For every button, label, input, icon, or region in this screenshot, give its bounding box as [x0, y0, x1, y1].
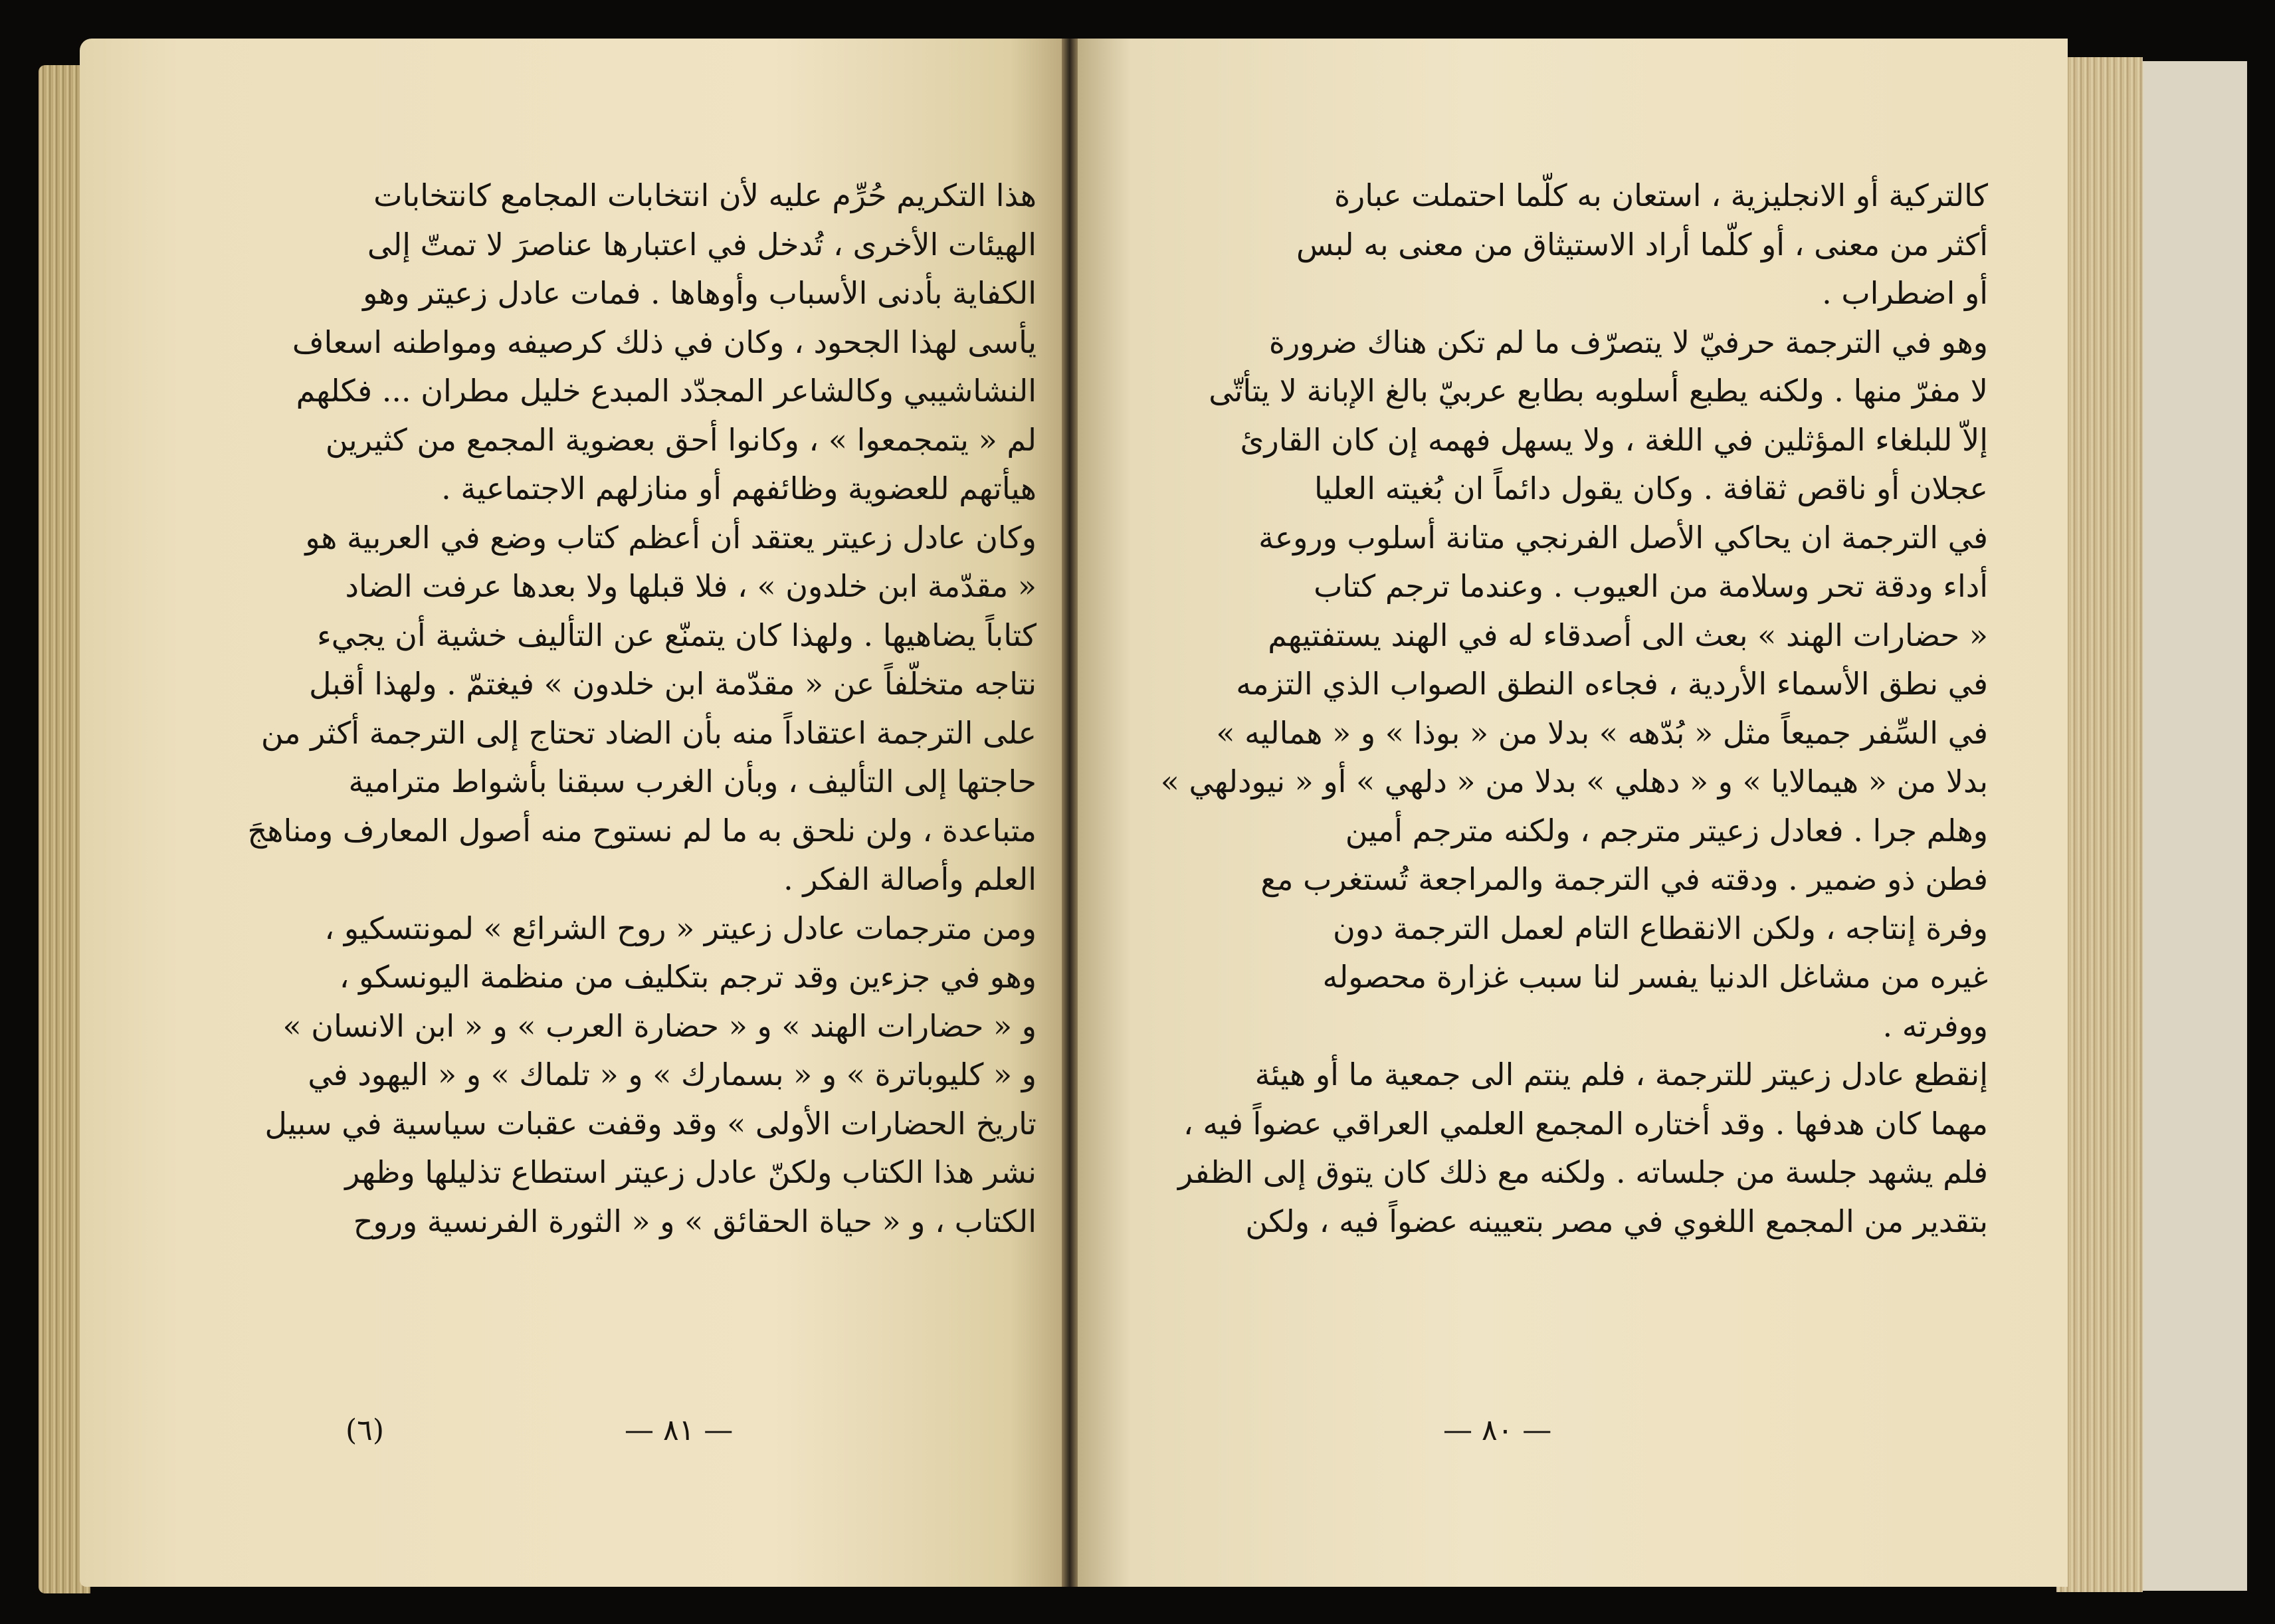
right-page — [1071, 39, 2068, 1587]
text-line: العلم وأصالة الفكر . — [783, 861, 1037, 897]
text-line: مهما كان هدفها . وقد أختاره المجمع العلمي العراقي عضواً فيه ، — [1183, 1105, 1988, 1142]
text-line: تاريخ الحضارات الأولى » وقد وقفت عقبات سياسية في سبيل — [264, 1105, 1037, 1142]
text-line: و « حضارات الهند » و « حضارة العرب » و « ابن الانسان » — [282, 1007, 1037, 1044]
text-line: نتاجه متخلّفاً عن « مقدّمة ابن خلدون » فيغتمّ . ولهذا أقبل — [309, 666, 1037, 702]
book-gutter — [1062, 39, 1078, 1587]
text-line: الكتاب ، و « حياة الحقائق » و « الثورة الفرنسية وروح — [353, 1203, 1037, 1239]
text-line: يأسى لهذا الجحود ، وكان في ذلك كرصيفه ومواطنه اسعاف — [292, 324, 1037, 360]
text-line: لا مفرّ منها . ولكنه يطبع أسلوبه بطابع عربيّ بالغ الإبانة لا يتأتّى — [1209, 373, 1988, 409]
text-line: وفرة إنتاجه ، ولكن الانقطاع التام لعمل الترجمة دون — [1332, 910, 1988, 946]
text-line: كتاباً يضاهيها . ولهذا كان يتمنّع عن التأليف خشية أن يجيء — [317, 617, 1037, 653]
text-line: في الترجمة ان يحاكي الأصل الفرنجي متانة أسلوب وروعة — [1258, 519, 1988, 556]
left-page — [80, 39, 1070, 1587]
text-line: النشاشيبي وكالشاعر المجدّد المبدع خليل مطران ... فكلهم — [296, 373, 1037, 409]
text-line: نشر هذا الكتاب ولكنّ عادل زعيتر استطاع تذليلها وظهر — [345, 1154, 1037, 1190]
text-line: ومن مترجمات عادل زعيتر « روح الشرائع » لمونتسكيو ، — [324, 910, 1037, 946]
text-line: « مقدّمة ابن خلدون » ، فلا قبلها ولا بعدها عرفت الضاد — [345, 568, 1037, 604]
right-page-text — [1160, 171, 1988, 1246]
text-line: بدلا من « هيمالايا » و « دهلي » بدلا من « دلهي » أو « نيودلهي » — [1160, 763, 1988, 799]
text-line: عجلان أو ناقص ثقافة . وكان يقول دائماً ان بُغيته العليا — [1314, 470, 1988, 506]
text-line: على الترجمة اعتقاداً منه بأن الضاد تحتاج إلى الترجمة أكثر من — [260, 714, 1037, 751]
text-line: لم « يتمجمعوا » ، وكانوا أحق بعضوية المجمع من كثيرين — [325, 421, 1037, 458]
text-line: إلاّ للبلغاء المؤثلين في اللغة ، ولا يسهل فهمه إن كان القارئ — [1240, 421, 1988, 458]
text-line: إنقطع عادل زعيتر للترجمة ، فلم ينتم الى جمعية ما أو هيئة — [1254, 1057, 1988, 1092]
text-line: وكان عادل زعيتر يعتقد أن أعظم كتاب وضع في العربية هو — [305, 519, 1037, 556]
page-number: — ٨١ — — [625, 1413, 734, 1447]
left-page-text — [247, 171, 1037, 1246]
text-line: وهلم جرا . فعادل زعيتر مترجم ، ولكنه مترجم أمين — [1345, 812, 1988, 849]
page-number: — ٨٠ — — [1443, 1413, 1552, 1447]
text-line: هذا التكريم حُرِّم عليه لأن انتخابات المجامع كانتخابات — [373, 177, 1037, 213]
text-line: غيره من مشاغل الدنيا يفسر لنا سبب غزارة محصوله — [1322, 959, 1988, 995]
text-line: فطن ذو ضمير . ودقته في الترجمة والمراجعة تُستغرب مع — [1260, 861, 1988, 897]
text-line: أو اضطراب . — [1822, 275, 1988, 311]
text-line: فلم يشهد جلسة من جلساته . ولكنه مع ذلك كان يتوق إلى الظفر — [1177, 1154, 1988, 1190]
text-line: و « كليوباترة » و « بسمارك » و « تلماك » و « اليهود في — [308, 1057, 1037, 1092]
text-line: بتقدير من المجمع اللغوي في مصر بتعيينه عضواً فيه ، ولكن — [1245, 1203, 1988, 1239]
text-line: « حضارات الهند » بعث الى أصدقاء له في الهند يستفتيهم — [1268, 617, 1988, 653]
text-line: أكثر من معنى ، أو كلّما أراد الاستيثاق من معنى به لبس — [1296, 226, 1988, 262]
text-line: ووفرته . — [1882, 1007, 1988, 1044]
page-edges-right — [2056, 57, 2143, 1592]
text-line: في السِّفر جميعاً مثل « بُدّهه » بدلا من « بوذا » و « هماليه » — [1216, 714, 1988, 751]
text-line: هيأتهم للعضوية وظائفهم أو منازلهم الاجتماعية . — [441, 470, 1037, 506]
text-line: في نطق الأسماء الأردية ، فجاءه النطق الصواب الذي التزمه — [1236, 666, 1988, 702]
text-line: كالتركية أو الانجليزية ، استعان به كلّما احتملت عبارة — [1334, 177, 1988, 213]
loose-leaf — [2126, 61, 2247, 1591]
text-line: الكفاية بأدنى الأسباب وأوهاها . فمات عادل زعيتر وهو — [363, 275, 1037, 311]
text-line: حاجتها إلى التأليف ، وبأن الغرب سبقنا بأشواط مترامية — [348, 763, 1037, 799]
text-line: متباعدة ، ولن نلحق به ما لم نستوح منه أصول المعارف ومناهجَ — [247, 812, 1037, 849]
text-line: أداء ودقة تحر وسلامة من العيوب . وعندما ترجم كتاب — [1314, 568, 1988, 604]
signature-mark: (٦) — [346, 1413, 384, 1447]
text-line: الهيئات الأخرى ، تُدخل في اعتبارها عناصرَ لا تمتّ إلى — [367, 226, 1037, 262]
text-line: وهو في الترجمة حرفيّ لا يتصرّف ما لم تكن هناك ضرورة — [1268, 324, 1988, 360]
text-line: وهو في جزءين وقد ترجم بتكليف من منظمة اليونسكو ، — [339, 959, 1037, 995]
